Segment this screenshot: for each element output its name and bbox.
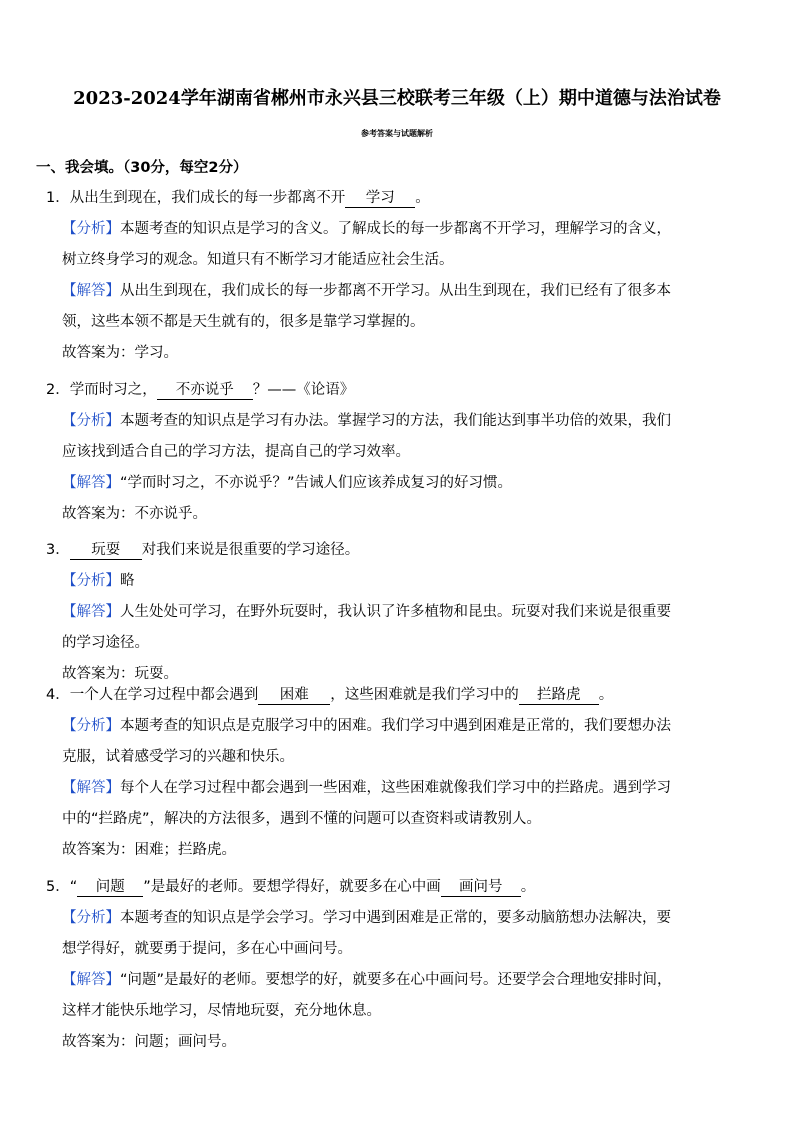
question-number: 2． <box>46 382 70 398</box>
solution-text: 人生处处可学习，在野外玩耍时，我认识了许多植物和昆虫。玩耍对我们来说是很重要 <box>120 604 671 620</box>
solution-text: 的学习途径。 <box>62 635 149 651</box>
question-stem <box>46 378 354 402</box>
question-text: ，这些困难就是我们学习中的 <box>330 687 519 703</box>
analysis-text: 本题考查的知识点是学习的含义。了解成长的每一步都离不开学习，理解学习的含义， <box>120 221 671 237</box>
question-number: 4． <box>46 687 70 703</box>
answer-blank: 拦路虎 <box>519 686 599 705</box>
question-stem <box>46 683 613 707</box>
question-text: “ <box>69 879 78 895</box>
analysis-text: 应该找到适合自己的学习方法，提高自己的学习效率。 <box>62 444 410 460</box>
answer-line: 故答案为：玩耍。 <box>62 666 178 682</box>
answer-blank: 不亦说乎 <box>157 381 253 400</box>
section-heading: 一、我会填。（30分，每空2分） <box>36 160 248 176</box>
solution-line <box>62 807 541 831</box>
answer-line: 故答案为：困难；拦路虎。 <box>62 842 236 858</box>
analysis-line <box>62 714 671 738</box>
solution-line <box>62 471 512 495</box>
answer-blank: 画问号 <box>441 878 521 897</box>
answer-line: 故答案为：问题；画问号。 <box>62 1034 236 1050</box>
solution-line <box>62 310 425 334</box>
question-text: 。 <box>520 879 536 895</box>
solution-line <box>62 631 149 655</box>
analysis-label: 【分析】 <box>62 221 120 237</box>
analysis-label: 【分析】 <box>62 413 120 429</box>
solution-line <box>62 600 671 624</box>
analysis-line <box>62 217 671 241</box>
solution-line <box>62 968 672 992</box>
analysis-text: 想学得好，就要勇于提问，多在心中画问号。 <box>62 941 352 957</box>
solution-text: 领，这些本领不都是天生就有的，很多是靠学习掌握的。 <box>62 314 425 330</box>
question-text: 从出生到现在，我们成长的每一步都离不开 <box>69 190 346 206</box>
question-text: 学而时习之， <box>69 382 157 398</box>
solution-label: 【解答】 <box>62 475 120 491</box>
analysis-line <box>62 937 352 961</box>
analysis-text: 本题考查的知识点是克服学习中的困难。我们学习中遇到困难是正常的，我们要想办法 <box>120 718 671 734</box>
answer-blank: 问题 <box>77 878 143 897</box>
question-text: 。 <box>598 687 614 703</box>
question-text: 。 <box>415 190 430 206</box>
question-number: 3． <box>46 542 70 558</box>
answer-line: 故答案为：不亦说乎。 <box>62 506 207 522</box>
analysis-text: 本题考查的知识点是学习有办法。掌握学习的方法，我们能达到事半功倍的效果，我们 <box>120 413 671 429</box>
analysis-line <box>62 440 410 464</box>
answer-blank: 玩耍 <box>70 541 142 560</box>
question-text: 对我们来说是很重要的学习途径。 <box>141 542 360 558</box>
solution-label: 【解答】 <box>62 780 120 796</box>
document-title: 2023-2024学年湖南省郴州市永兴县三校联考三年级（上）期中道德与法治试卷 <box>73 88 721 109</box>
question-stem <box>46 186 430 210</box>
analysis-line <box>62 248 454 272</box>
answer-blank: 困难 <box>258 686 330 705</box>
question-number: 1． <box>46 190 70 206</box>
analysis-label: 【分析】 <box>62 573 120 589</box>
answer-line: 故答案为：学习。 <box>62 345 178 361</box>
solution-text: “问题”是最好的老师。要想学的好，就要多在心中画问号。还要学会合理地安排时间， <box>120 972 672 988</box>
solution-line <box>62 776 671 800</box>
analysis-line <box>62 409 671 433</box>
solution-label: 【解答】 <box>62 604 120 620</box>
solution-text: 这样才能快乐地学习，尽情地玩耍，充分地休息。 <box>62 1003 381 1019</box>
question-number: 5． <box>46 879 70 895</box>
question-stem <box>46 538 359 562</box>
answer-blank: 学习 <box>345 189 415 208</box>
analysis-text: 略 <box>120 573 135 589</box>
solution-text: 中的“拦路虎”，解决的方法很多，遇到不懂的问题可以查资料或请教别人。 <box>62 811 542 827</box>
document-subtitle: 参考答案与试题解析 <box>361 129 433 138</box>
question-stem <box>46 875 535 899</box>
analysis-line <box>62 745 294 769</box>
analysis-line <box>62 906 671 930</box>
solution-text: “学而时习之，不亦说乎？”告诫人们应该养成复习的好习惯。 <box>120 475 513 491</box>
analysis-text: 克服，试着感受学习的兴趣和快乐。 <box>62 749 294 765</box>
analysis-line <box>62 569 135 593</box>
question-text: 一个人在学习过程中都会遇到 <box>69 687 259 703</box>
analysis-label: 【分析】 <box>62 718 120 734</box>
solution-line <box>62 279 671 303</box>
analysis-label: 【分析】 <box>62 910 120 926</box>
analysis-text: 本题考查的知识点是学会学习。学习中遇到困难是正常的，要多动脑筋想办法解决，要 <box>120 910 671 926</box>
solution-text: 从出生到现在，我们成长的每一步都离不开学习。从出生到现在，我们已经有了很多本 <box>120 283 671 299</box>
solution-line <box>62 999 381 1023</box>
question-text: ”是最好的老师。要想学得好，就要多在心中画 <box>143 879 441 895</box>
solution-text: 每个人在学习过程中都会遇到一些困难，这些困难就像我们学习中的拦路虎。遇到学习 <box>120 780 671 796</box>
solution-label: 【解答】 <box>62 283 120 299</box>
question-text: ？——《论语》 <box>252 382 355 398</box>
solution-label: 【解答】 <box>62 972 120 988</box>
analysis-text: 树立终身学习的观念。知道只有不断学习才能适应社会生活。 <box>62 252 454 268</box>
